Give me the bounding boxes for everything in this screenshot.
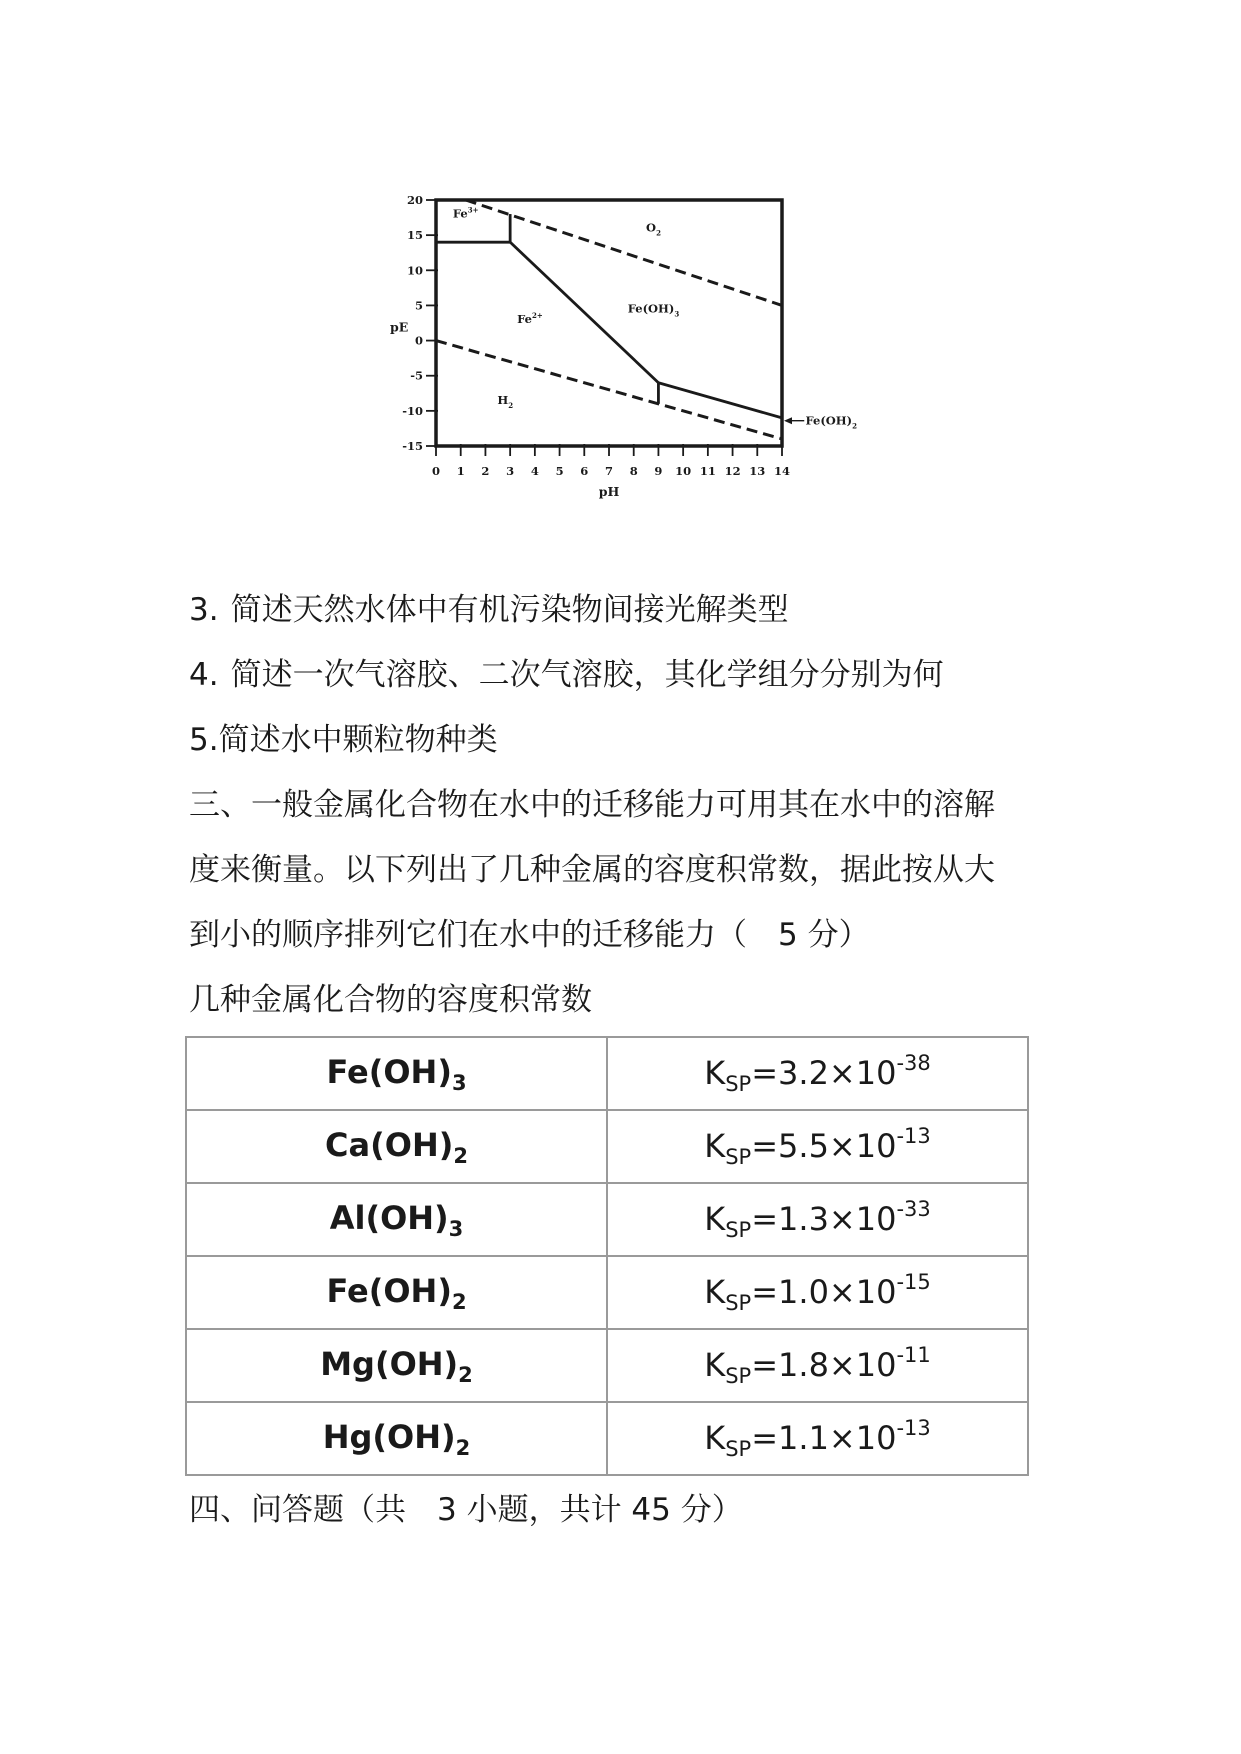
y-tick-label: -5 [410,368,423,383]
compound-cell [186,1256,607,1329]
callout-arrowhead [784,417,792,424]
compound-formula: Fe(OH) [326,1271,452,1310]
x-tick-label: 12 [724,464,741,478]
x-tick-label: 13 [749,464,766,478]
table-row [186,1256,1028,1329]
ksp-subscript: SP [725,1291,752,1315]
region-label-text: H [497,392,509,407]
compound-cell [186,1402,607,1475]
x-tick-label: 2 [481,464,490,478]
region-label-superscript: 3+ [467,205,479,215]
ksp-symbol: K [704,1200,726,1238]
callout-label-subscript: 2 [852,421,857,431]
compound-formula: Ca(OH) [325,1125,454,1164]
ksp-subscript: SP [725,1218,752,1242]
y-tick-label: -15 [402,439,423,453]
section-3-line-1: 三、一般金属化合物在水中的迁移能力可用其在水中的溶解 [189,787,995,823]
x-tick-label: 1 [456,464,465,478]
ksp-symbol: K [704,1419,726,1457]
ksp-subscript: SP [725,1437,752,1461]
ksp-exponent: -15 [896,1270,931,1294]
question-3 [189,578,789,643]
plot-frame [436,200,782,446]
ksp-exponent: -33 [896,1197,931,1221]
compound-formula: Mg(OH) [320,1344,459,1383]
region-label-subscript: 2 [656,228,661,238]
x-tick-label: 6 [580,464,589,478]
ksp-subscript: SP [725,1072,752,1096]
section-4-title: 四、问答题（共 3 小题，共计 45 分） [189,1492,743,1528]
ksp-value: =1.8×10 [751,1346,897,1384]
x-tick-label: 0 [431,464,441,478]
callout-label [805,414,857,431]
question-4 [189,643,944,708]
x-tick-label: 9 [654,464,663,478]
y-tick-label: 10 [406,263,423,278]
question-5: 5.简述水中颗粒物种类 [189,722,498,758]
ksp-cell [607,1183,1028,1256]
x-tick-label: 8 [629,464,638,478]
question-3-text: 简述天然水体中有机污染物间接光解类型 [230,592,789,628]
ksp-cell [607,1110,1028,1183]
region-label-text: Fe [452,206,468,221]
compound-cell [186,1183,607,1256]
y-tick-label: -10 [402,403,423,418]
x-tick-label: 11 [699,464,716,478]
ksp-exponent: -13 [896,1124,931,1148]
ksp-symbol: K [704,1127,726,1165]
section-3-line-2: 度来衡量。以下列出了几种金属的容度积常数，据此按从大 [189,852,995,888]
y-tick-label: 0 [414,333,423,348]
x-tick-label: 5 [555,464,564,478]
phase-boundary [658,383,782,418]
ksp-value: =1.0×10 [751,1273,897,1311]
compound-formula: Fe(OH) [326,1052,452,1091]
table-row [186,1183,1028,1256]
ksp-exponent: -38 [896,1051,931,1075]
ksp-value: =3.2×10 [751,1054,897,1092]
water-stability-line [436,341,782,439]
x-tick-label: 10 [675,464,692,478]
ksp-exponent: -13 [896,1416,931,1440]
question-4-text: 简述一次气溶胶、二次气溶胶，其化学组分分别为何 [230,657,944,693]
ksp-cell [607,1256,1028,1329]
region-label [497,393,513,410]
callout-label-text: Fe(OH) [805,413,853,428]
ksp-cell [607,1329,1028,1402]
region-label-subscript: 3 [674,309,680,319]
table-row [186,1110,1028,1183]
table-row [186,1037,1028,1110]
x-tick-label: 3 [506,464,515,478]
region-label-subscript: 2 [508,400,514,410]
table-caption: 几种金属化合物的容度积常数 [189,982,592,1018]
y-tick-label: 15 [406,228,423,243]
region-label [517,311,543,326]
x-tick-label: 14 [773,464,791,478]
ksp-subscript: SP [725,1145,752,1169]
table-row [186,1329,1028,1402]
region-label [453,206,479,221]
pe-ph-diagram [0,0,1241,520]
question-3-number: 3. [189,592,219,628]
ksp-table [185,1036,1029,1476]
question-4-number: 4. [189,657,219,693]
ksp-cell [607,1402,1028,1475]
compound-cell [186,1110,607,1183]
ksp-symbol: K [704,1054,726,1092]
ksp-exponent: -11 [896,1343,931,1367]
region-label-text: O [646,220,657,235]
region-label-text: Fe(OH) [627,301,675,316]
x-tick-label: 7 [604,464,614,478]
ksp-value: =5.5×10 [751,1127,897,1165]
compound-formula: Al(OH) [329,1198,449,1237]
compound-subscript: 3 [448,1216,464,1241]
water-stability-line [466,200,782,305]
region-label-superscript: 2+ [531,311,543,320]
y-axis-label: pE [390,319,409,335]
compound-subscript: 3 [451,1070,467,1095]
x-axis-label: pH [598,484,620,499]
compound-cell [186,1037,607,1110]
x-tick-label: 4 [530,464,539,478]
ksp-symbol: K [704,1346,726,1384]
region-label-text: Fe [517,312,532,326]
compound-subscript: 2 [458,1362,473,1387]
ksp-symbol: K [704,1273,726,1311]
compound-subscript: 2 [455,1435,471,1460]
y-tick-label: 5 [414,298,423,313]
ksp-cell [607,1037,1028,1110]
ksp-subscript: SP [725,1364,752,1388]
section-3-line-3: 到小的顺序排列它们在水中的迁移能力（ 5 分） [189,917,870,953]
region-label [646,221,661,238]
compound-subscript: 2 [453,1143,468,1168]
compound-subscript: 2 [451,1289,467,1314]
compound-cell [186,1329,607,1402]
table-row [186,1402,1028,1475]
y-tick-label: 20 [406,193,423,207]
ksp-value: =1.1×10 [751,1419,897,1457]
region-label [628,301,680,318]
compound-formula: Hg(OH) [322,1417,456,1456]
ksp-value: =1.3×10 [751,1200,897,1238]
